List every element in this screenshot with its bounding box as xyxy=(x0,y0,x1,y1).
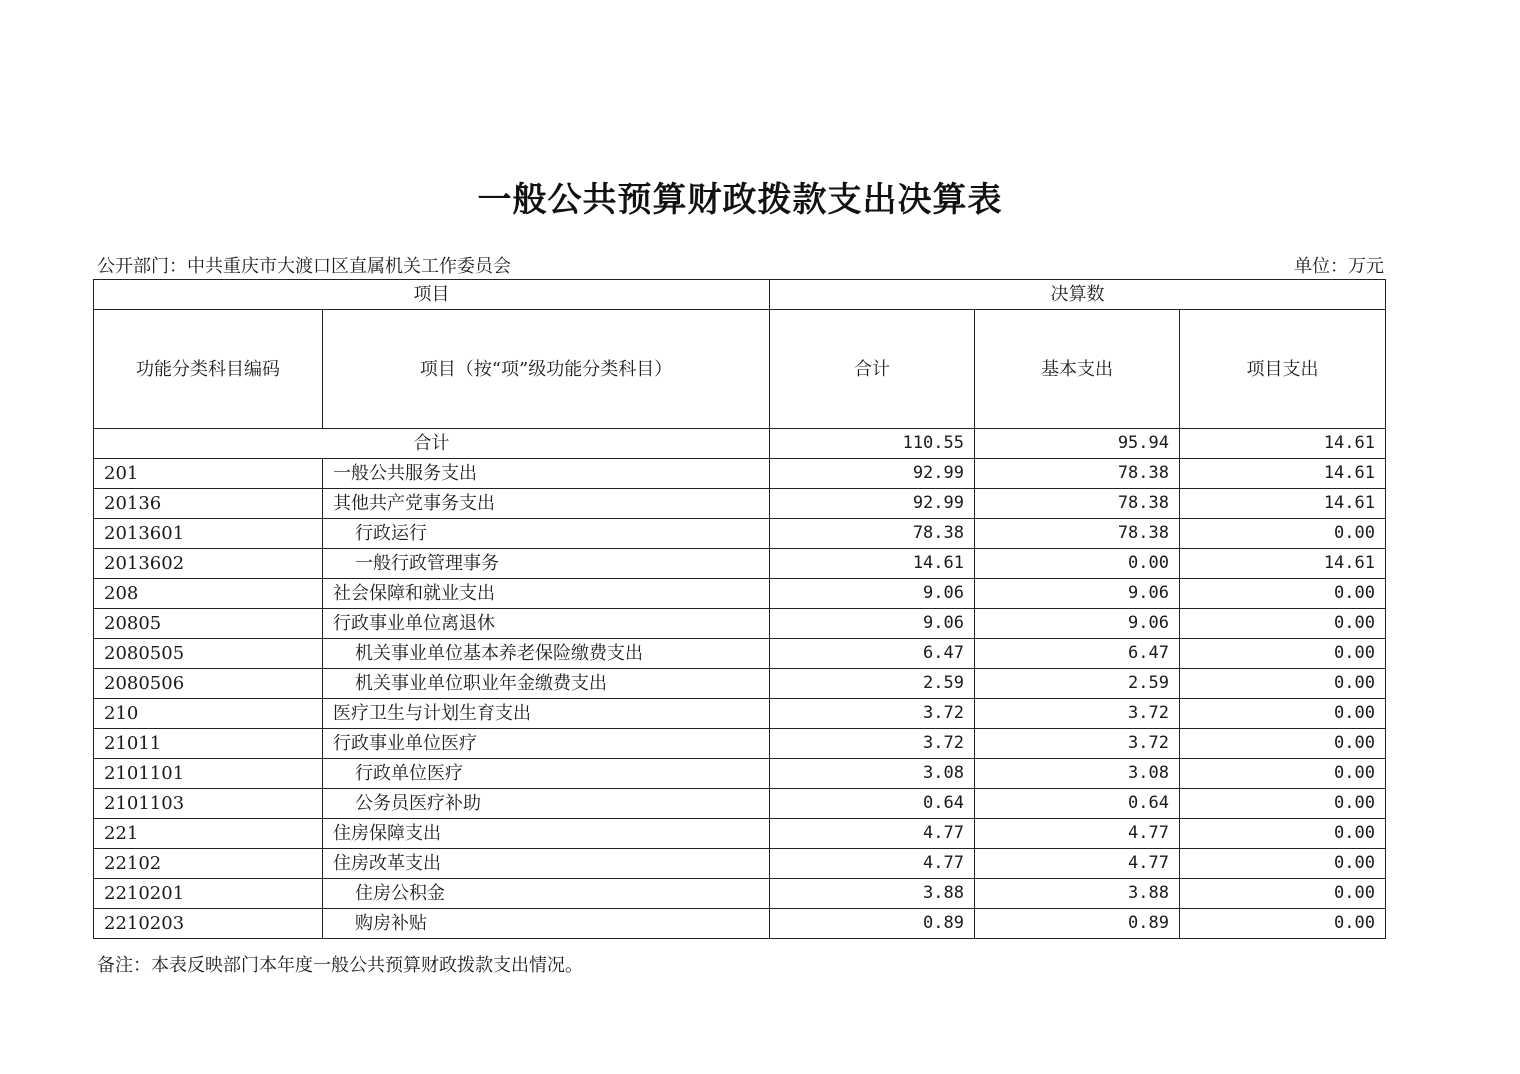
row-basic: 0.00 xyxy=(975,549,1180,579)
table-row xyxy=(94,639,1386,669)
header-row-top xyxy=(94,280,1386,310)
row-code: 2101103 xyxy=(94,789,323,819)
row-total: 9.06 xyxy=(770,609,975,639)
row-basic: 9.06 xyxy=(975,609,1180,639)
row-project: 0.00 xyxy=(1180,609,1386,639)
row-project: 0.00 xyxy=(1180,789,1386,819)
row-basic: 78.38 xyxy=(975,489,1180,519)
table-row xyxy=(94,819,1386,849)
header-project-exp: 项目支出 xyxy=(1180,310,1386,429)
expenditure-table xyxy=(93,279,1386,939)
row-code: 22102 xyxy=(94,849,323,879)
row-total: 3.88 xyxy=(770,879,975,909)
row-name: 社会保障和就业支出 xyxy=(323,579,770,609)
row-project: 14.61 xyxy=(1180,549,1386,579)
total-total: 110.55 xyxy=(770,429,975,459)
row-project: 14.61 xyxy=(1180,459,1386,489)
table-row xyxy=(94,669,1386,699)
page-title: 一般公共预算财政拨款支出决算表 xyxy=(477,180,1003,220)
row-total: 14.61 xyxy=(770,549,975,579)
table-row xyxy=(94,549,1386,579)
row-code: 2101101 xyxy=(94,759,323,789)
row-total: 6.47 xyxy=(770,639,975,669)
row-project: 0.00 xyxy=(1180,819,1386,849)
row-basic: 3.88 xyxy=(975,879,1180,909)
row-name: 一般行政管理事务 xyxy=(323,549,770,579)
row-basic: 4.77 xyxy=(975,819,1180,849)
row-name: 住房保障支出 xyxy=(323,819,770,849)
table-row xyxy=(94,699,1386,729)
row-name: 行政单位医疗 xyxy=(323,759,770,789)
row-project: 0.00 xyxy=(1180,759,1386,789)
header-item: 项目（按“项”级功能分类科目） xyxy=(323,310,770,429)
row-name: 机关事业单位基本养老保险缴费支出 xyxy=(323,639,770,669)
header-final-amount: 决算数 xyxy=(770,280,1386,310)
row-code: 2080505 xyxy=(94,639,323,669)
row-code: 2013602 xyxy=(94,549,323,579)
row-basic: 9.06 xyxy=(975,579,1180,609)
row-project: 0.00 xyxy=(1180,519,1386,549)
row-total: 9.06 xyxy=(770,579,975,609)
total-basic: 95.94 xyxy=(975,429,1180,459)
row-name: 其他共产党事务支出 xyxy=(323,489,770,519)
table-row xyxy=(94,519,1386,549)
row-project: 0.00 xyxy=(1180,849,1386,879)
row-basic: 0.64 xyxy=(975,789,1180,819)
row-name: 医疗卫生与计划生育支出 xyxy=(323,699,770,729)
row-basic: 3.72 xyxy=(975,729,1180,759)
row-total: 3.72 xyxy=(770,729,975,759)
table-row xyxy=(94,789,1386,819)
table-row xyxy=(94,909,1386,939)
row-basic: 3.72 xyxy=(975,699,1180,729)
row-basic: 78.38 xyxy=(975,519,1180,549)
table-row xyxy=(94,849,1386,879)
row-total: 92.99 xyxy=(770,459,975,489)
row-code: 208 xyxy=(94,579,323,609)
table-row xyxy=(94,729,1386,759)
header-row-sub xyxy=(94,310,1386,429)
row-project: 0.00 xyxy=(1180,909,1386,939)
table-row xyxy=(94,879,1386,909)
header-code: 功能分类科目编码 xyxy=(94,310,323,429)
row-total: 3.72 xyxy=(770,699,975,729)
row-project: 0.00 xyxy=(1180,639,1386,669)
row-total: 78.38 xyxy=(770,519,975,549)
row-project: 14.61 xyxy=(1180,489,1386,519)
row-name: 一般公共服务支出 xyxy=(323,459,770,489)
row-total: 4.77 xyxy=(770,819,975,849)
total-project: 14.61 xyxy=(1180,429,1386,459)
row-project: 0.00 xyxy=(1180,579,1386,609)
row-code: 2210201 xyxy=(94,879,323,909)
table-row xyxy=(94,489,1386,519)
row-project: 0.00 xyxy=(1180,729,1386,759)
row-basic: 3.08 xyxy=(975,759,1180,789)
row-name: 行政事业单位医疗 xyxy=(323,729,770,759)
row-total: 0.64 xyxy=(770,789,975,819)
header-project: 项目 xyxy=(94,280,770,310)
row-project: 0.00 xyxy=(1180,669,1386,699)
row-code: 20805 xyxy=(94,609,323,639)
row-code: 2080506 xyxy=(94,669,323,699)
row-code: 21011 xyxy=(94,729,323,759)
row-total: 2.59 xyxy=(770,669,975,699)
header-basic: 基本支出 xyxy=(975,310,1180,429)
unit-label: 单位：万元 xyxy=(1294,256,1384,277)
table-row xyxy=(94,759,1386,789)
row-basic: 0.89 xyxy=(975,909,1180,939)
total-label: 合计 xyxy=(94,429,770,459)
row-total: 92.99 xyxy=(770,489,975,519)
row-name: 住房改革支出 xyxy=(323,849,770,879)
row-code: 201 xyxy=(94,459,323,489)
row-basic: 6.47 xyxy=(975,639,1180,669)
row-project: 0.00 xyxy=(1180,699,1386,729)
row-total: 3.08 xyxy=(770,759,975,789)
row-name: 机关事业单位职业年金缴费支出 xyxy=(323,669,770,699)
row-total: 0.89 xyxy=(770,909,975,939)
department-label: 公开部门：中共重庆市大渡口区直属机关工作委员会 xyxy=(97,256,511,277)
total-row xyxy=(94,429,1386,459)
row-code: 210 xyxy=(94,699,323,729)
row-basic: 78.38 xyxy=(975,459,1180,489)
row-code: 221 xyxy=(94,819,323,849)
footnote: 备注：本表反映部门本年度一般公共预算财政拨款支出情况。 xyxy=(97,955,583,976)
row-name: 住房公积金 xyxy=(323,879,770,909)
row-basic: 4.77 xyxy=(975,849,1180,879)
row-name: 公务员医疗补助 xyxy=(323,789,770,819)
header-total: 合计 xyxy=(770,310,975,429)
table-row xyxy=(94,579,1386,609)
row-code: 2210203 xyxy=(94,909,323,939)
row-project: 0.00 xyxy=(1180,879,1386,909)
row-name: 购房补贴 xyxy=(323,909,770,939)
row-name: 行政事业单位离退休 xyxy=(323,609,770,639)
table-row xyxy=(94,609,1386,639)
row-name: 行政运行 xyxy=(323,519,770,549)
row-basic: 2.59 xyxy=(975,669,1180,699)
row-code: 2013601 xyxy=(94,519,323,549)
row-total: 4.77 xyxy=(770,849,975,879)
row-code: 20136 xyxy=(94,489,323,519)
table-row xyxy=(94,459,1386,489)
